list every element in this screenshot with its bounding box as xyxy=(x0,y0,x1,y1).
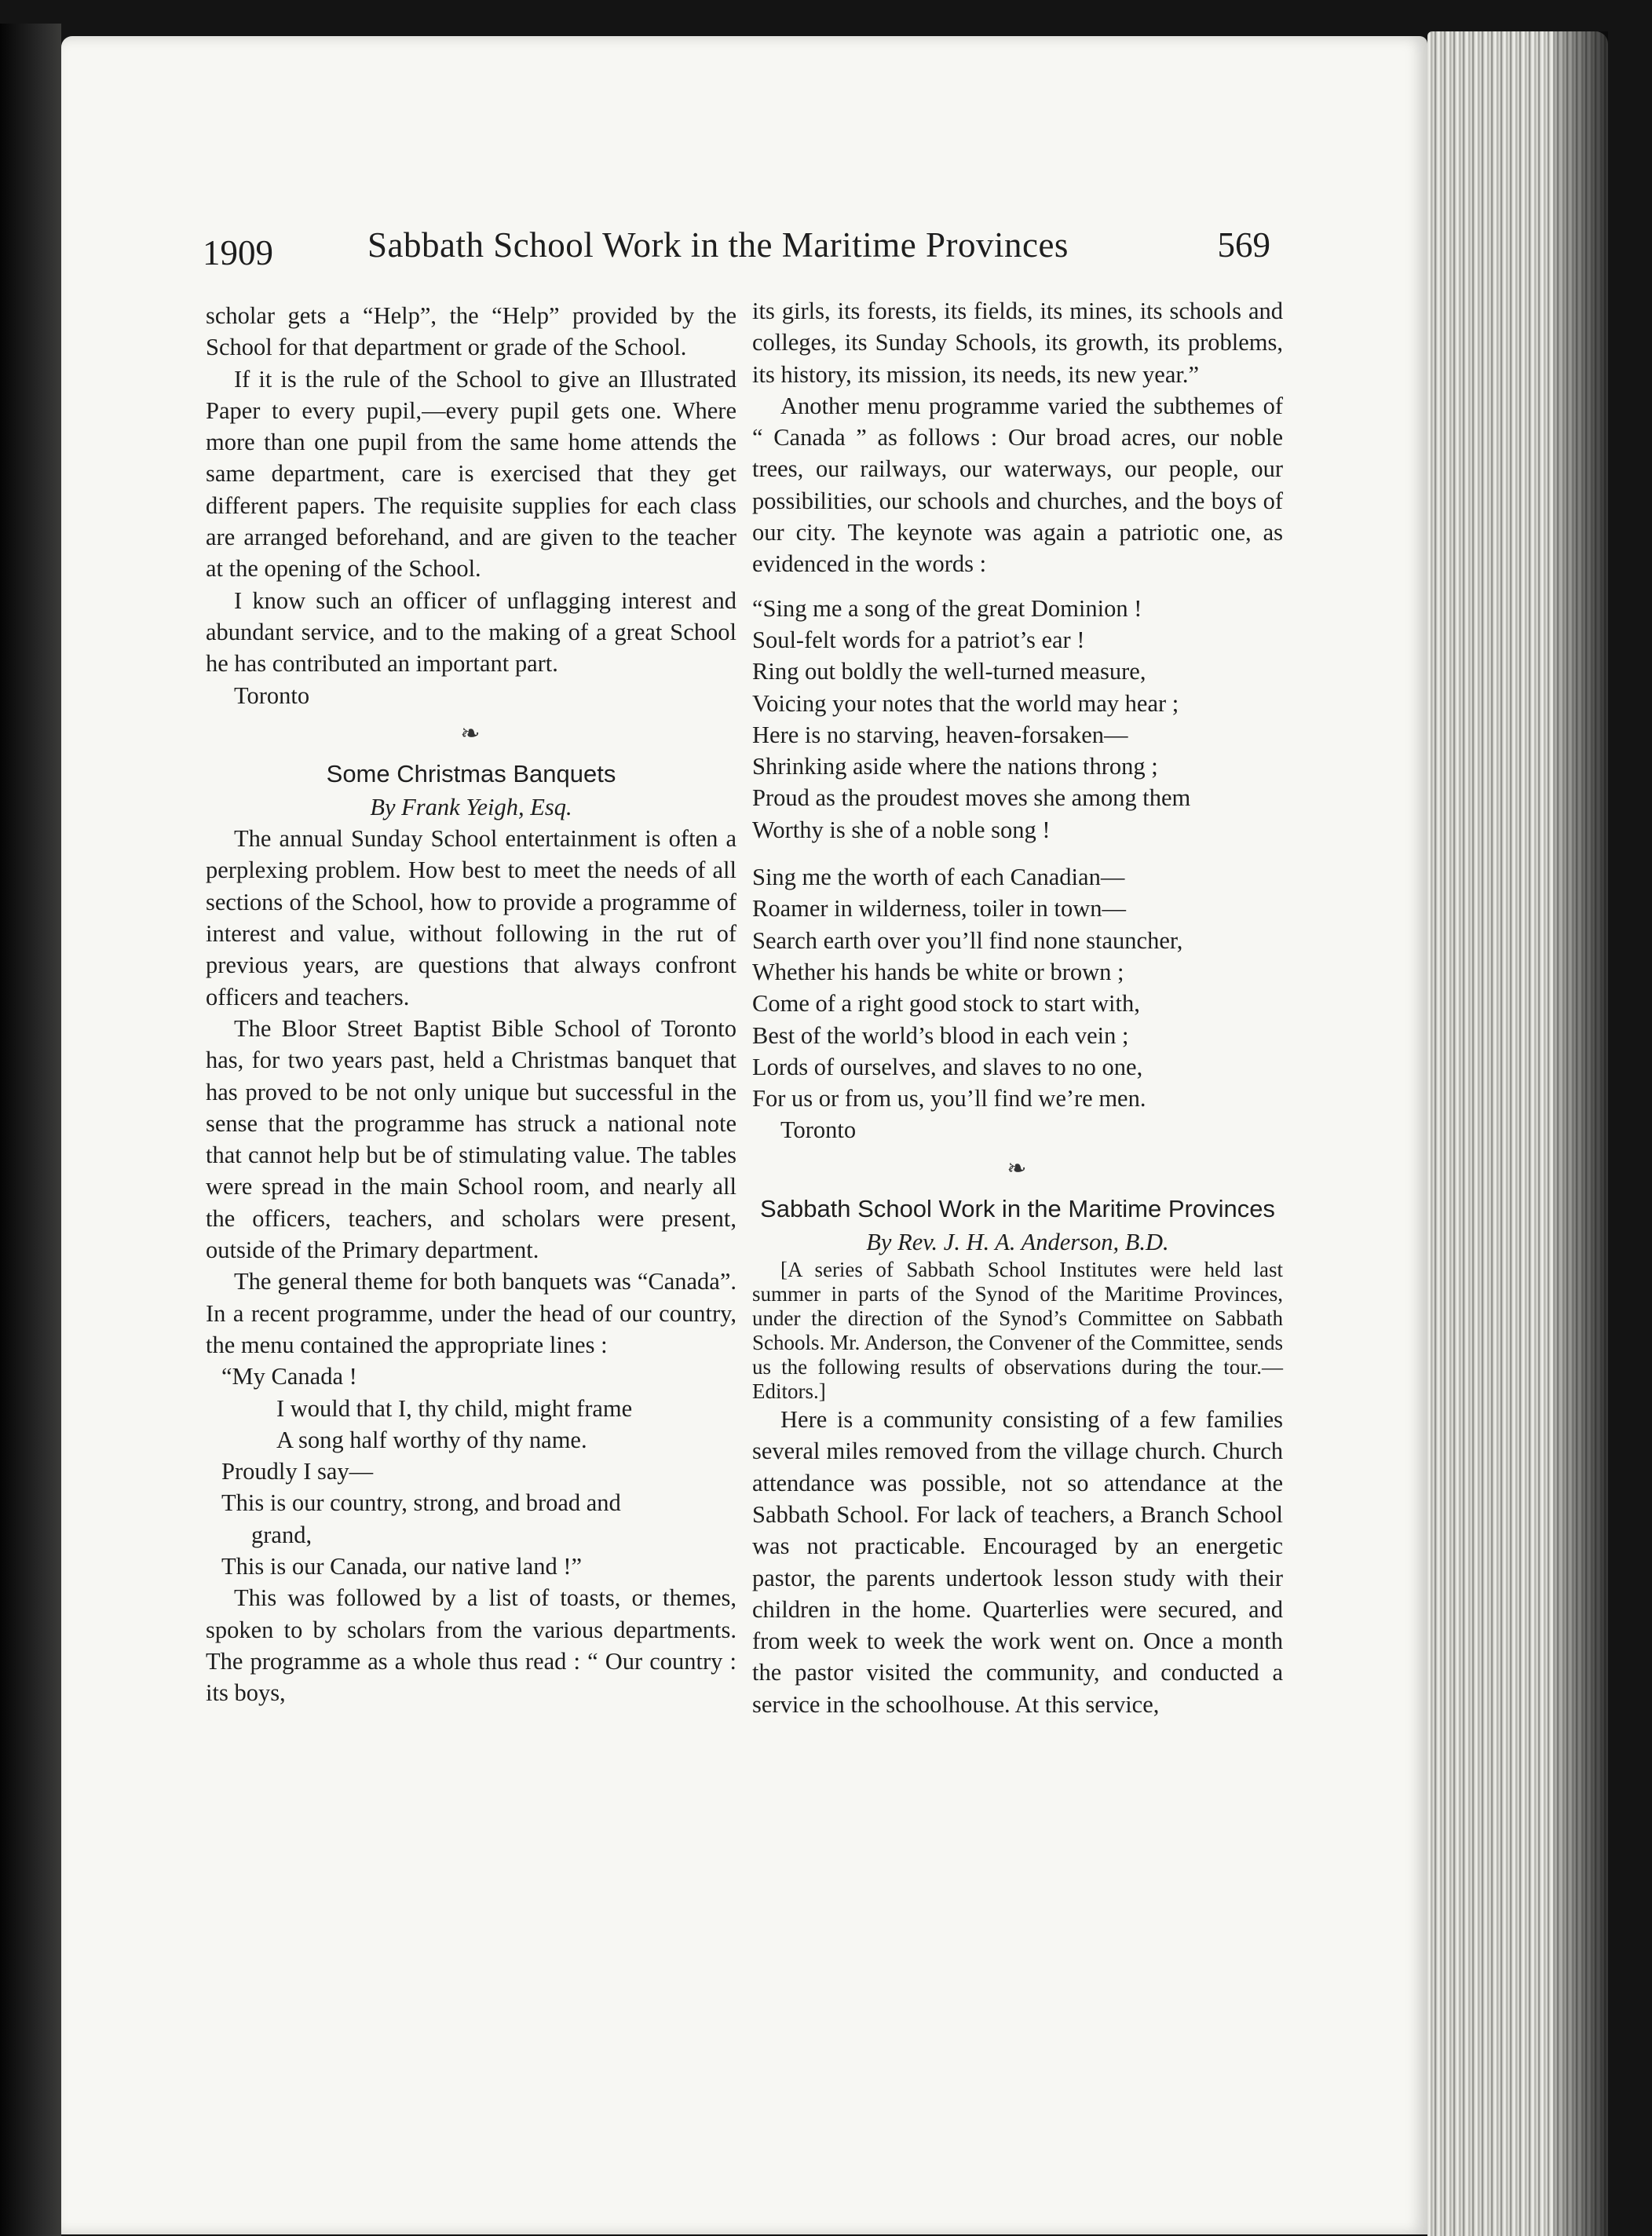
ornament-icon: ❧ xyxy=(1007,1155,1029,1182)
verse-line: Sing me the worth of each Canadian— xyxy=(752,864,1125,891)
verse-line: For us or from us, you’ll find we’re men. xyxy=(752,1085,1146,1113)
verse-line: Voicing your notes that the world may hear ; xyxy=(752,689,1179,717)
verse-line: Best of the world’s blood in each vein ; xyxy=(752,1021,1129,1049)
verse-line: “My Canada ! xyxy=(221,1363,357,1390)
place-signoff: Toronto xyxy=(234,681,310,709)
poem-stanza xyxy=(752,861,1283,1114)
paragraph: its girls, its forests, its fields, its mines, its schools and colleges, its Sunday Schools, its growth, its problems, its history, its mission, its needs, its new year.” xyxy=(752,298,1283,388)
verse-line: “Sing me a song of the great Dominion ! xyxy=(752,594,1142,622)
paragraph: I know such an officer of unflagging interest and abundant service, and to the making of a great School he has contributed an important part. xyxy=(206,586,736,678)
facing-page-edge xyxy=(0,24,61,2236)
paragraph: If it is the rule of the School to give an Illustrated Paper to every pupil,—every pupil gets one. Where more than one pupil from the same home attends the same department, care is exercised that they get different papers. The requisite supplies for each class are arranged beforehand, and are given to the teacher at the opening of the School. xyxy=(206,365,736,583)
paragraph: This was followed by a list of toasts, or themes, spoken to by scholars from the various departments. The programme as a whole thus read : “ Our country : its boys, xyxy=(206,1584,736,1707)
header-year: 1909 xyxy=(203,233,273,272)
place-signoff: Toronto xyxy=(780,1116,857,1144)
paragraph: The annual Sunday School entertainment is often a perplexing problem. How best to meet the needs of all sections of the School, how to provide a programme of interest and value, without following in the rut of previous years, are questions that always confront officers and teachers. xyxy=(206,825,736,1010)
paragraph: Another menu programme varied the subthemes of “ Canada ” as follows : Our broad acres, our noble trees, our railways, our waterways, our people, our possibilities, our schools and churches, and the boys of our city. The keynote was again a patriotic one, as evidenced in the words : xyxy=(752,392,1283,578)
verse-line: Lords of ourselves, and slaves to no one, xyxy=(752,1053,1143,1080)
poem-stanza xyxy=(752,593,1283,846)
header-title: Sabbath School Work in the Maritime Provinces xyxy=(367,225,1069,265)
verse-line: Whether his hands be white or brown ; xyxy=(752,958,1124,985)
paragraph: scholar gets a “Help”, the “Help” provided by the School for that department or grade of the School. xyxy=(206,302,736,361)
left-column xyxy=(206,300,736,1708)
right-column xyxy=(752,295,1283,1720)
book-page-edges xyxy=(1427,31,1608,2236)
paragraph: The general theme for both banquets was “Canada”. In a recent programme, under the head of our country, the menu contained the appropriate lines : xyxy=(206,1268,736,1358)
verse-line: Ring out boldly the well-turned measure, xyxy=(752,658,1146,685)
running-header xyxy=(203,225,1270,281)
article-title: Sabbath School Work in the Maritime Provinces xyxy=(760,1194,1275,1222)
article-byline: By Rev. J. H. A. Anderson, B.D. xyxy=(866,1228,1169,1255)
verse-line: This is our Canada, our native land !” xyxy=(221,1552,583,1580)
paragraph: Here is a community consisting of a few families several miles removed from the village church. Church attendance was possible, not so attendance at the Sabbath School. For lack of teachers, a Branch School was not practicable. Encouraged by an energetic pastor, the parents undertook lesson study with their children in the home. Quarterlies were secured, and from week to week the work went on. Once a month the pastor visited the community, and conducted a service in the schoolhouse. At this service, xyxy=(752,1406,1283,1718)
verse-line: grand, xyxy=(251,1521,312,1548)
article-byline: By Frank Yeigh, Esq. xyxy=(370,793,572,820)
verse-line: I would that I, thy child, might frame xyxy=(276,1394,633,1422)
verse-line: This is our country, strong, and broad and xyxy=(221,1489,621,1517)
article-title: Some Christmas Banquets xyxy=(326,759,616,787)
editor-note: [A series of Sabbath School Institutes were held last summer in parts of the Synod of the Maritime Provinces, under the direction of the Synod’s Committee on Sabbath Schools. Mr. Anderson, the Convener of the Committee, sends us the following results of observations during the tour.—Editors.] xyxy=(752,1258,1283,1404)
ornament-icon: ❧ xyxy=(460,720,482,747)
paragraph: The Bloor Street Baptist Bible School of Toronto has, for two years past, held a Christmas banquet that has proved to be not only unique but successful in the sense that the programme has struck a national note that cannot help but be of stimulating value. The tables were spread in the main School room, and nearly all the officers, teachers, and scholars were present, outside of the Primary department. xyxy=(206,1014,736,1264)
verse-line: Soul-felt words for a patriot’s ear ! xyxy=(752,626,1085,653)
verse-line: Worthy is she of a noble song ! xyxy=(752,816,1051,843)
verse-line: A song half worthy of thy name. xyxy=(276,1426,587,1453)
verse-line: Roamer in wilderness, toiler in town— xyxy=(752,895,1127,923)
verse-line: Come of a right good stock to start with, xyxy=(752,990,1140,1018)
verse-line: Shrinking aside where the nations throng ; xyxy=(752,753,1158,780)
verse-line: Here is no starving, heaven-forsaken— xyxy=(752,721,1128,748)
quoted-verse xyxy=(206,1361,736,1582)
verse-line: Proudly I say— xyxy=(221,1458,374,1485)
page-number: 569 xyxy=(1217,225,1270,265)
verse-line: Search earth over you’ll find none stauncher, xyxy=(752,926,1183,954)
verse-line: Proud as the proudest moves she among them xyxy=(752,784,1191,812)
